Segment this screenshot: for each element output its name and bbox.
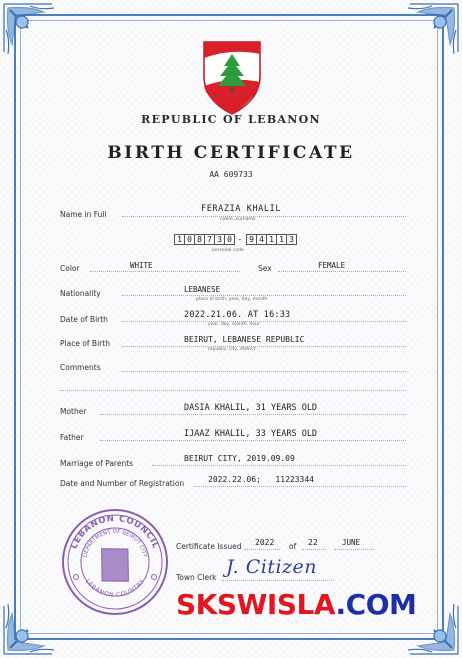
corner-ornament-icon (402, 0, 462, 60)
marriage-line (152, 465, 406, 466)
registration-label: Date and Number of Registration (60, 479, 185, 488)
comments-line (122, 371, 406, 372)
pob-hint: republic, city, district (208, 347, 256, 352)
comments-label: Comments (60, 363, 101, 372)
marriage-label: Marriage of Parents (60, 459, 134, 468)
color-label: Color (60, 264, 80, 273)
mother-label: Mother (60, 407, 87, 416)
issued-day-line (302, 549, 326, 550)
mother-value: DASIA KHALIL, 31 YEARS OLD (184, 403, 318, 413)
document-title: BIRTH CERTIFICATE (107, 143, 355, 163)
personal-code-digit: 3 (286, 234, 297, 245)
issued-year: 2022 (255, 538, 275, 547)
personal-code-digit: 0 (224, 234, 235, 245)
name-label: Name in Full (60, 210, 107, 219)
lebanese-cedar-emblem-icon (196, 36, 268, 116)
pob-label: Place of Birth (60, 339, 110, 348)
father-label: Father (60, 433, 84, 442)
issued-day: 22 (308, 538, 318, 547)
nationality-label: Nationality (60, 289, 101, 298)
personal-code-digit: 3 (214, 234, 225, 245)
pob-value: BEIRUT, LEBANESE REPUBLIC (184, 335, 305, 344)
color-line (90, 271, 240, 272)
name-hint: name, surname (220, 217, 256, 222)
sex-label: Sex (258, 264, 272, 273)
watermark-part-red: SKSWISLA (176, 588, 336, 621)
corner-ornament-icon (0, 0, 60, 60)
stamp-outer-text: LEBANON COUNCIL (69, 513, 161, 551)
serial-number: AA 609733 (209, 170, 253, 179)
stamp-bottom-text: LEBANON COUNTRY (83, 578, 147, 599)
issued-year-line (244, 549, 280, 550)
father-value: IJAAZ KHALIL, 33 YEARS OLD (184, 429, 318, 439)
marriage-value: BEIRUT CITY, 2019.09.09 (184, 454, 295, 463)
nationality-value: LEBANESE (184, 285, 221, 294)
name-value: FERAZIA KHALIL (201, 204, 282, 214)
registration-value: 2022.22.06; 11223344 (208, 475, 314, 484)
personal-code-digit: 0 (184, 234, 195, 245)
issued-label: Certificate Issued (176, 542, 242, 551)
name-line (122, 216, 406, 217)
corner-ornament-icon (0, 598, 60, 658)
personal-code-digit: 9 (246, 234, 257, 245)
personal-code-digit: 7 (204, 234, 215, 245)
dob-value: 2022.21.06. AT 16:33 (184, 310, 291, 320)
clerk-label: Town Clerk (176, 573, 217, 582)
stamp-inner-text: DEPARTMENT OF BEIRUT CITY (82, 529, 148, 559)
sex-value: FEMALE (318, 261, 346, 270)
sex-line (278, 271, 406, 272)
country-heading: REPUBLIC OF LEBANON (141, 113, 321, 126)
dob-line (122, 321, 406, 322)
nationality-line (122, 295, 406, 296)
personal-code-digit: 8 (194, 234, 205, 245)
pob-line (122, 346, 406, 347)
comments-line (60, 390, 406, 391)
personal-code-digit: 1 (266, 234, 277, 245)
issued-month-line (334, 549, 374, 550)
mother-line (100, 414, 406, 415)
personal-code-separator: - (237, 234, 243, 245)
father-line (100, 440, 406, 441)
clerk-signature: J. Citizen (226, 556, 318, 578)
dob-hint: year, day, month, hour (208, 322, 260, 327)
registration-line (194, 486, 406, 487)
nationality-hint: place of birth, year, day, month (196, 297, 268, 302)
personal-code-digit: 1 (174, 234, 185, 245)
watermark-text (176, 588, 416, 621)
personal-code-hint: personal code (212, 248, 244, 253)
personal-code (174, 234, 296, 245)
color-value: WHITE (130, 261, 153, 270)
personal-code-digit: 1 (276, 234, 287, 245)
watermark-part-blue: .COM (335, 588, 417, 621)
dob-label: Date of Birth (60, 315, 108, 324)
personal-code-digit: 4 (256, 234, 267, 245)
clerk-line (222, 580, 334, 581)
official-stamp-icon (60, 507, 170, 617)
issued-month: JUNE (342, 538, 361, 547)
issued-of: of (289, 542, 297, 551)
